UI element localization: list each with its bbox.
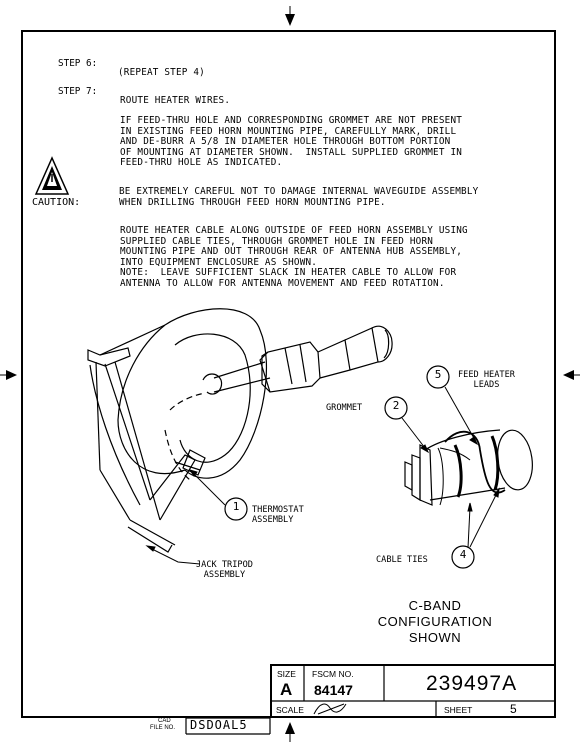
callout-number-1: 1: [232, 500, 240, 513]
scale-label: SCALE: [276, 705, 304, 715]
paragraph-line: NOTE: LEAVE SUFFICIENT SLACK IN HEATER CABLE TO ALLOW FOR: [120, 267, 457, 279]
caution-label: CAUTION:: [32, 197, 81, 208]
paragraph-line: SUPPLIED CABLE TIES, THROUGH GROMMET HOLE IN FEED HORN: [120, 235, 434, 247]
paragraph-line: FEED-THRU HOLE AS INDICATED.: [120, 157, 283, 169]
grommet-label: GROMMET: [326, 403, 363, 413]
cad-file-number: DSDOAL5: [190, 718, 248, 732]
config-title-line: SHOWN: [408, 630, 462, 645]
step-7-text: ROUTE HEATER WIRES.: [120, 95, 231, 106]
callout-bubbles: [225, 366, 474, 568]
cad-label: CAD: [158, 718, 171, 724]
config-title-line: C-BAND: [408, 598, 462, 613]
fscm-value: 84147: [314, 682, 353, 698]
thermostat-assembly-label: THERMOSTAT ASSEMBLY: [252, 505, 304, 525]
config-title-line: CONFIGURATION: [377, 614, 493, 629]
right-arrow-icon: [563, 370, 574, 380]
caution-line: BE EXTREMELY CAREFUL NOT TO DAMAGE INTERNAL WAVEGUIDE ASSEMBLY: [119, 186, 479, 197]
paragraph-line: ANTENNA TO ALLOW FOR ANTENNA MOVEMENT AND FEED ROTATION.: [120, 278, 445, 289]
caution-line: WHEN DRILLING THROUGH FEED HORN MOUNTING PIPE.: [119, 196, 386, 208]
callout-number-4: 4: [459, 548, 467, 561]
caution-icon: [36, 158, 68, 194]
fscm-label: FSCM NO.: [312, 669, 354, 679]
paragraph-line: ROUTE HEATER CABLE ALONG OUTSIDE OF FEED HORN ASSEMBLY USING: [120, 225, 468, 236]
sheet-value: 5: [510, 702, 517, 716]
paragraph-line: IN EXISTING FEED HORN MOUNTING PIPE, CAREFULLY MARK, DRILL: [120, 125, 457, 137]
top-arrow-icon: [285, 14, 295, 26]
sheet-label: SHEET: [444, 705, 473, 715]
callout-number-5: 5: [434, 368, 442, 381]
paragraph-line: IF FEED-THRU HOLE AND CORRESPONDING GROMMET ARE NOT PRESENT: [120, 115, 463, 126]
cable-ties-label: CABLE TIES: [376, 555, 428, 565]
left-arrow-icon: [6, 370, 17, 380]
step-6-label: STEP 6:: [58, 58, 98, 69]
file-no-label: FILE NO.: [150, 725, 176, 731]
paragraph-line: AND DE-BURR A 5/8 IN DIAMETER HOLE THROUGH BOTTOM PORTION: [120, 136, 451, 148]
bottom-arrow-icon: [285, 722, 295, 734]
paragraph-line: MOUNTING PIPE AND OUT THROUGH REAR OF ANTENNA HUB ASSEMBLY,: [120, 246, 463, 258]
step-6-text: (REPEAT STEP 4): [118, 67, 205, 78]
drawing-number: 239497A: [426, 672, 518, 695]
leader-lines: [147, 387, 499, 564]
feed-heater-leads-label: FEED HEATER LEADS: [458, 370, 515, 390]
size-label: SIZE: [277, 669, 296, 679]
callout-number-2: 2: [392, 399, 400, 412]
step-7-label: STEP 7:: [58, 86, 98, 97]
config-title: [360, 598, 510, 646]
jack-tripod-label: JACK TRIPOD ASSEMBLY: [196, 560, 253, 580]
size-value: A: [280, 680, 293, 699]
paragraph-line: OF MOUNTING AT DIAMETER SHOWN. INSTALL SUPPLIED GROMMET IN: [120, 146, 463, 158]
paragraph-line: INTO EQUIPMENT ENCLOSURE AS SHOWN.: [120, 256, 318, 268]
